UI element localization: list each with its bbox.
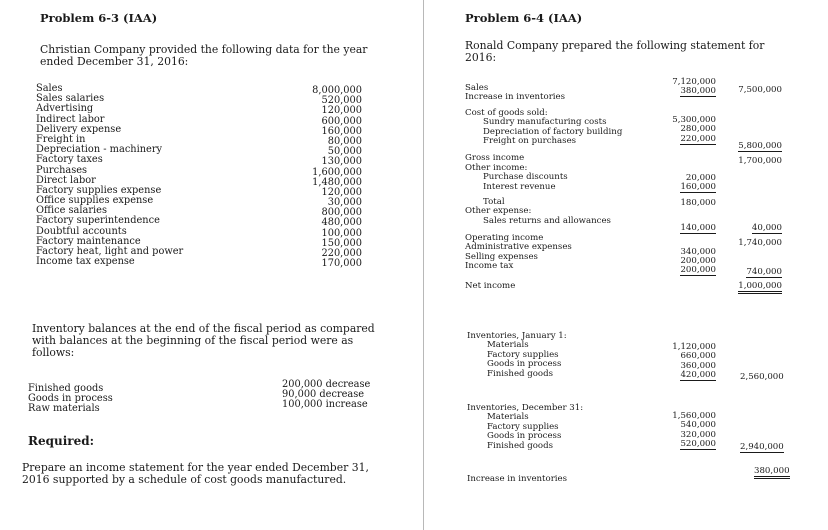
- item-label: Doubtful accounts: [36, 225, 127, 237]
- admin-expenses-value: 340,000: [680, 246, 716, 257]
- right-intro: Ronald Company prepared the following statement for 2016:: [465, 39, 765, 64]
- depreciation-label: Depreciation of factory building: [483, 126, 623, 137]
- statement-totals: [728, 86, 782, 292]
- depreciation-value: 280,000: [680, 124, 716, 135]
- income-tax-value: 200,000: [680, 265, 716, 276]
- increase-in-inventories-label: Increase in inventories: [467, 474, 568, 484]
- increase-inventories-value: 380,000: [680, 86, 716, 97]
- other-net-total: 40,000: [751, 223, 782, 234]
- inventories-december-values: [660, 412, 716, 450]
- inventory-value: 520,000: [680, 439, 716, 450]
- net-income-total: 1,000,000: [738, 281, 782, 294]
- purchase-discounts-value: 20,000: [685, 172, 716, 183]
- total-label: Total: [483, 196, 505, 207]
- interest-revenue-label: Interest revenue: [483, 181, 556, 192]
- item-value: 120,000: [321, 105, 362, 117]
- admin-expenses-label: Administrative expenses: [465, 242, 572, 253]
- item-value: 50,000: [327, 146, 362, 158]
- inventories-january-values: [660, 343, 716, 381]
- operating-income-label: Operating income: [465, 233, 544, 244]
- item-label: Depreciation - machinery: [36, 144, 163, 156]
- column-divider: [423, 0, 424, 530]
- item-label: Factory maintenance: [36, 235, 141, 247]
- inventory-label: Goods in process: [487, 431, 562, 442]
- increase-in-inventories-total: [754, 467, 790, 476]
- statement-values: [660, 78, 716, 276]
- inventory-value: 420,000: [680, 370, 716, 381]
- sundry-label: Sundry manufacturing costs: [483, 117, 607, 128]
- item-value: 1,600,000: [312, 166, 362, 178]
- cost-of-goods-sold-total: 5,800,000: [738, 141, 782, 152]
- left-item-values: [290, 86, 362, 269]
- right-problem-title: Problem 6-4 (IAA): [465, 11, 583, 25]
- inventories-december: [467, 404, 657, 451]
- expenses-total: 740,000: [746, 266, 782, 277]
- item-value: 30,000: [327, 197, 362, 209]
- inventories-january: [467, 332, 657, 379]
- item-label: Factory taxes: [36, 154, 103, 166]
- freight-label: Freight on purchases: [483, 135, 577, 146]
- inventory-change-value: 100,000 increase: [282, 399, 368, 411]
- cogs-heading: Cost of goods sold:: [465, 107, 548, 118]
- sundry-value: 5,300,000: [672, 114, 716, 125]
- item-value: 480,000: [321, 217, 362, 229]
- item-label: Direct labor: [36, 174, 96, 186]
- net-income-label: Net income: [465, 280, 516, 291]
- item-value: 1,480,000: [312, 176, 362, 188]
- item-label: Purchases: [36, 164, 88, 176]
- item-label: Factory superintendence: [36, 215, 160, 227]
- item-label: Office salaries: [36, 205, 108, 217]
- statement-labels: [465, 84, 670, 291]
- left-intro: Christian Company provided the following data for the year ended December 31, 2016:: [40, 43, 368, 68]
- item-value: 130,000: [321, 156, 362, 168]
- item-value: 120,000: [321, 186, 362, 198]
- inventory-label: Factory supplies: [487, 421, 559, 432]
- inventory-value: 540,000: [680, 420, 716, 431]
- gross-income-label: Gross income: [465, 153, 525, 164]
- increase-in-inventories-value: 380,000: [754, 466, 790, 479]
- sales-label: Sales: [465, 83, 489, 93]
- item-value: 80,000: [327, 135, 362, 147]
- inventory-value: 1,120,000: [672, 342, 716, 352]
- sales-total: 7,500,000: [738, 85, 782, 95]
- sales-returns-label: Sales returns and allowances: [483, 215, 611, 226]
- inventory-value: 660,000: [680, 351, 716, 362]
- income-tax-label: Income tax: [465, 261, 514, 272]
- inventory-label: Finished goods: [487, 368, 554, 379]
- inventory-change-value: 200,000 decrease: [282, 379, 371, 390]
- inventory-value: 320,000: [680, 429, 716, 440]
- inventory-change-labels: [28, 384, 228, 415]
- inventory-change-label: Finished goods: [28, 383, 104, 394]
- item-value: 170,000: [321, 258, 362, 270]
- inventory-value: 360,000: [680, 360, 716, 371]
- inventories-december-total: [740, 443, 784, 452]
- item-label: Delivery expense: [36, 123, 122, 135]
- inventory-label: Finished goods: [487, 440, 554, 451]
- gross-income-total: 1,700,000: [738, 155, 782, 166]
- required-heading: Required:: [28, 434, 95, 448]
- item-value: 600,000: [321, 115, 362, 127]
- inventory-change-values: [282, 380, 402, 411]
- inventory-label: Factory supplies: [487, 349, 559, 360]
- item-label: Sales salaries: [36, 93, 105, 105]
- inventory-intro: Inventory balances at the end of the fiscal period as compared with balances at the beginning of the fiscal period were as follows:: [32, 322, 375, 359]
- item-label: Advertising: [36, 103, 94, 115]
- item-label: Sales: [36, 83, 63, 94]
- item-value: 150,000: [321, 237, 362, 249]
- freight-value: 220,000: [680, 133, 716, 144]
- inventory-change-value: 90,000 decrease: [282, 389, 365, 401]
- item-value: 520,000: [321, 95, 362, 107]
- inventory-label: Goods in process: [487, 359, 562, 370]
- item-value: 100,000: [321, 227, 362, 239]
- item-label: Factory supplies expense: [36, 184, 162, 196]
- increase-inventories-label: Increase in inventories: [465, 92, 566, 103]
- item-label: Indirect labor: [36, 113, 105, 125]
- inventories-january-total: 2,560,000: [740, 372, 784, 382]
- inventories-january-heading: Inventories, January 1:: [467, 331, 567, 341]
- sales-value: 7,120,000: [672, 77, 716, 87]
- item-value: 800,000: [321, 207, 362, 219]
- other-expense-heading: Other expense:: [465, 206, 532, 217]
- inventory-label: Materials: [487, 340, 529, 351]
- item-label: Freight in: [36, 133, 86, 145]
- selling-expenses-value: 200,000: [680, 255, 716, 266]
- interest-revenue-value: 160,000: [680, 182, 716, 193]
- inventory-change-label: Raw materials: [28, 403, 100, 415]
- operating-income-total: 1,740,000: [738, 237, 782, 248]
- item-value: 8,000,000: [312, 85, 362, 96]
- required-text: Prepare an income statement for the year ended December 31, 2016 supported by a schedule of cost goods manufactured.: [22, 461, 369, 486]
- item-label: Office supplies expense: [36, 195, 154, 207]
- selling-expenses-label: Selling expenses: [465, 251, 538, 262]
- inventory-label: Materials: [487, 412, 529, 423]
- inventories-december-total-value: 2,940,000: [740, 442, 784, 452]
- other-income-heading: Other income:: [465, 162, 528, 173]
- left-item-labels: [36, 84, 276, 267]
- left-problem-title: Problem 6-3 (IAA): [40, 11, 158, 25]
- purchase-discounts-label: Purchase discounts: [483, 172, 568, 183]
- item-value: 220,000: [321, 248, 362, 259]
- inventories-december-heading: Inventories, December 31:: [467, 403, 584, 413]
- sales-returns-value: 140,000: [680, 223, 716, 234]
- inventory-value: 1,560,000: [672, 411, 716, 421]
- item-label: Factory heat, light and power: [36, 246, 184, 257]
- item-label: Income tax expense: [36, 256, 135, 268]
- total-value: 180,000: [680, 197, 716, 208]
- item-value: 160,000: [321, 125, 362, 137]
- inventory-change-label: Goods in process: [28, 393, 113, 405]
